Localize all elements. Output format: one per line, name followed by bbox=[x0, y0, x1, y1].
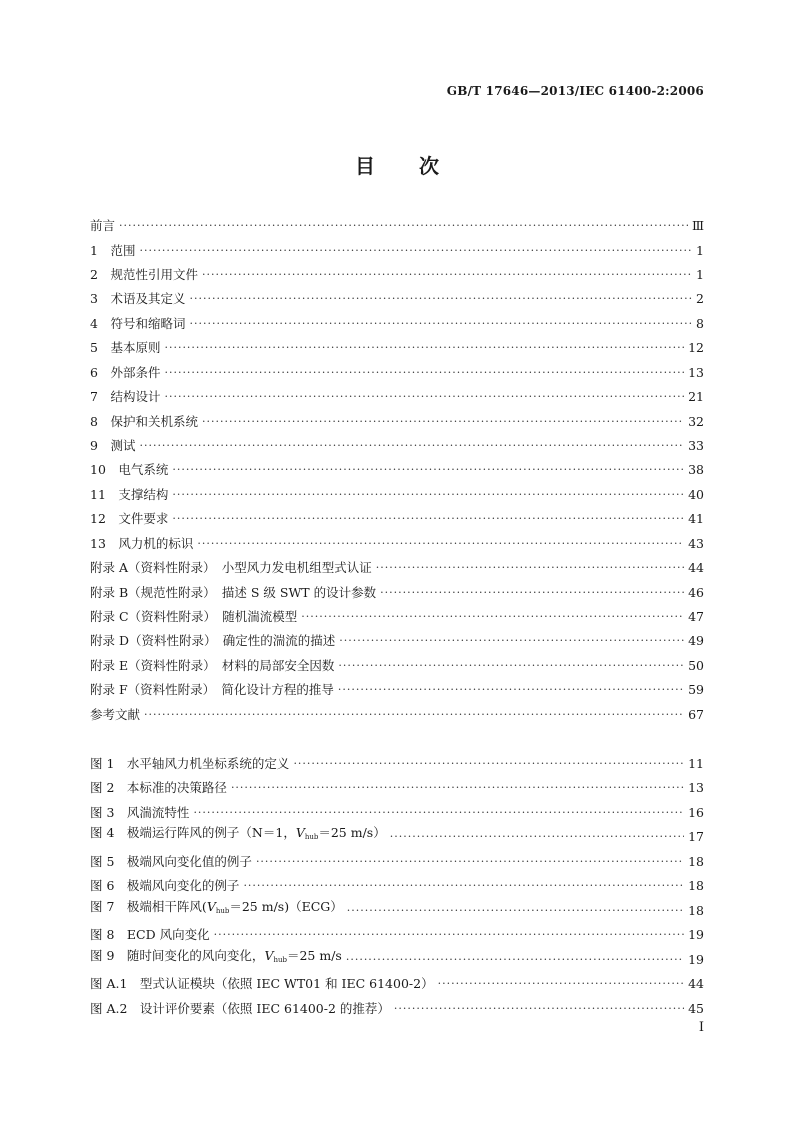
toc-row[interactable]: 9 测试 ····· 33 bbox=[90, 437, 704, 455]
toc-row[interactable]: 8 保护和关机系统 ····· 32 bbox=[90, 413, 704, 431]
figure-row[interactable]: 图 1 水平轴风力机坐标系统的定义 ····· 11 bbox=[90, 755, 704, 773]
toc-row[interactable]: 6 外部条件 ····· 13 bbox=[90, 364, 704, 382]
toc-row[interactable]: 附录 E（资料性附录） 材料的局部安全因数 ····· 50 bbox=[90, 657, 704, 675]
toc-row[interactable]: 2 规范性引用文件 ····· 1 bbox=[90, 266, 704, 284]
toc-row[interactable]: 7 结构设计 ····· 21 bbox=[90, 388, 704, 406]
figure-row[interactable]: 图 8 ECD 风向变化 ····· 19 bbox=[90, 926, 704, 944]
toc-row[interactable]: 附录 D（资料性附录） 确定性的湍流的描述 ····· 49 bbox=[90, 632, 704, 650]
toc-row[interactable]: 5 基本原则 ····· 12 bbox=[90, 339, 704, 357]
figure-row[interactable]: 图 6 极端风向变化的例子 ····· 18 bbox=[90, 877, 704, 895]
figure-row[interactable]: 图 A.2 设计评价要素（依照 IEC 61400-2 的推荐） ····· 45 bbox=[90, 1000, 704, 1018]
page-number: I bbox=[698, 1020, 704, 1035]
toc-row[interactable]: 10 电气系统 ····· 38 bbox=[90, 461, 704, 479]
toc-row[interactable]: 前言 ····· Ⅲ bbox=[90, 217, 704, 235]
figure-row[interactable]: 图 2 本标准的决策路径 ····· 13 bbox=[90, 779, 704, 797]
figure-row[interactable]: 图 A.1 型式认证模块（依照 IEC WT01 和 IEC 61400-2） ····· 44 bbox=[90, 975, 704, 993]
toc-row[interactable]: 11 支撑结构 ····· 40 bbox=[90, 486, 704, 504]
toc-row[interactable]: 附录 B（规范性附录） 描述 S 级 SWT 的设计参数 ····· 46 bbox=[90, 584, 704, 602]
figure-row[interactable]: 图 7 极端相干阵风($V_{hub}=25$ m/s)（ECG） ····· 18 bbox=[90, 902, 704, 920]
toc-row[interactable]: 3 术语及其定义 ····· 2 bbox=[90, 290, 704, 308]
standard-header: GB/T 17646—2013/IEC 61400-2:2006 bbox=[446, 84, 704, 98]
figure-row[interactable]: 图 9 随时间变化的风向变化，$V_{hub}=25$ m/s ····· 19 bbox=[90, 951, 704, 969]
toc-row[interactable]: 附录 C（资料性附录） 随机湍流模型 ····· 47 bbox=[90, 608, 704, 626]
toc-row[interactable]: 附录 A（资料性附录） 小型风力发电机组型式认证 ····· 44 bbox=[90, 559, 704, 577]
toc-row[interactable]: 附录 F（资料性附录） 简化设计方程的推导 ····· 59 bbox=[90, 681, 704, 699]
title-char-1: 目 bbox=[355, 154, 375, 178]
toc-row[interactable]: 13 风力机的标识 ····· 43 bbox=[90, 535, 704, 553]
page-title bbox=[0, 150, 794, 179]
toc-row[interactable]: 1 范围 ····· 1 bbox=[90, 242, 704, 260]
toc-row[interactable]: 12 文件要求 ····· 41 bbox=[90, 510, 704, 528]
figure-row[interactable]: 图 3 风湍流特性 ····· 16 bbox=[90, 804, 704, 822]
figure-row[interactable]: 图 4 极端运行阵风的例子（N＝1，$V_{hub}=25$ m/s） ····· 17 bbox=[90, 828, 704, 846]
toc-row[interactable]: 参考文献 ····· 67 bbox=[90, 706, 704, 724]
toc-row[interactable]: 4 符号和缩略词 ····· 8 bbox=[90, 315, 704, 333]
title-char-2: 次 bbox=[419, 154, 439, 178]
figure-row[interactable]: 图 5 极端风向变化值的例子 ····· 18 bbox=[90, 853, 704, 871]
